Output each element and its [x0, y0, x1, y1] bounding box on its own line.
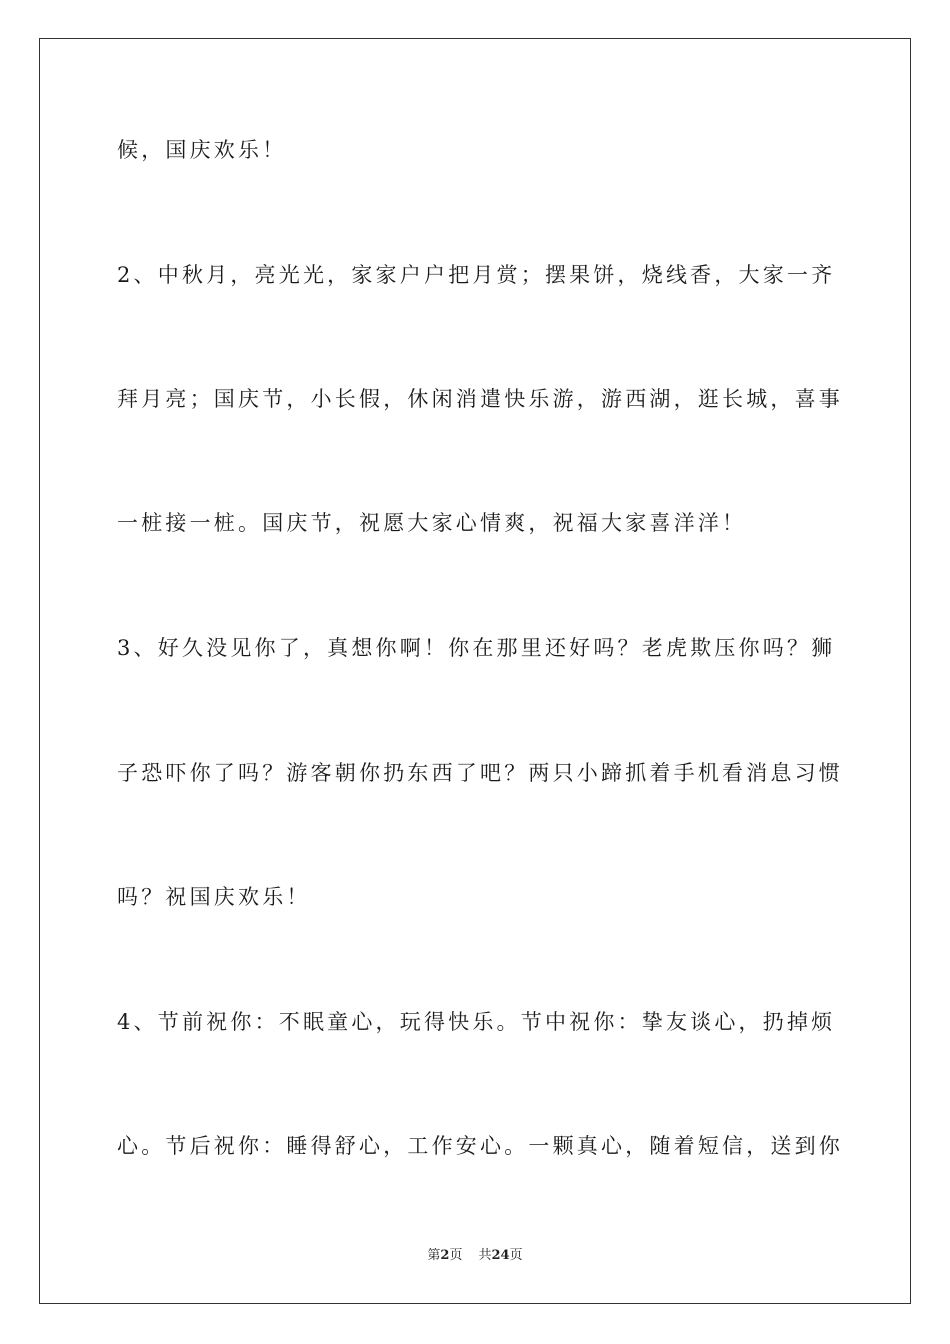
body-line-3: 拜月亮；国庆节，小长假，休闲消遣快乐游，游西湖，逛长城，喜事	[117, 387, 843, 411]
total-suffix: 页	[509, 1248, 523, 1263]
body-line-9: 心。节后祝你：睡得舒心，工作安心。一颗真心，随着短信，送到你	[117, 1134, 843, 1158]
page-suffix: 页	[449, 1248, 463, 1263]
page-prefix: 第	[427, 1248, 441, 1263]
body-line-1: 候，国庆欢乐！	[117, 138, 287, 162]
page-border	[39, 38, 911, 1304]
page-number: 2	[440, 1248, 450, 1263]
body-line-7: 吗？祝国庆欢乐！	[117, 885, 311, 909]
body-line-6: 子恐吓你了吗？游客朝你扔东西了吧？两只小蹄抓着手机看消息习惯	[117, 761, 843, 785]
body-line-8: 4、节前祝你：不眠童心，玩得快乐。节中祝你：挚友谈心，扔掉烦	[117, 1010, 836, 1034]
body-line-4: 一桩接一桩。国庆节，祝愿大家心情爽，祝福大家喜洋洋！	[117, 511, 747, 535]
body-line-2: 2、中秋月，亮光光，家家户户把月赏；摆果饼，烧线香，大家一齐	[117, 263, 836, 287]
page-footer	[0, 1247, 950, 1265]
total-pages: 24	[491, 1248, 510, 1263]
body-line-5: 3、好久没见你了，真想你啊！你在那里还好吗？老虎欺压你吗？狮	[117, 636, 836, 660]
total-prefix: 共	[478, 1248, 492, 1263]
